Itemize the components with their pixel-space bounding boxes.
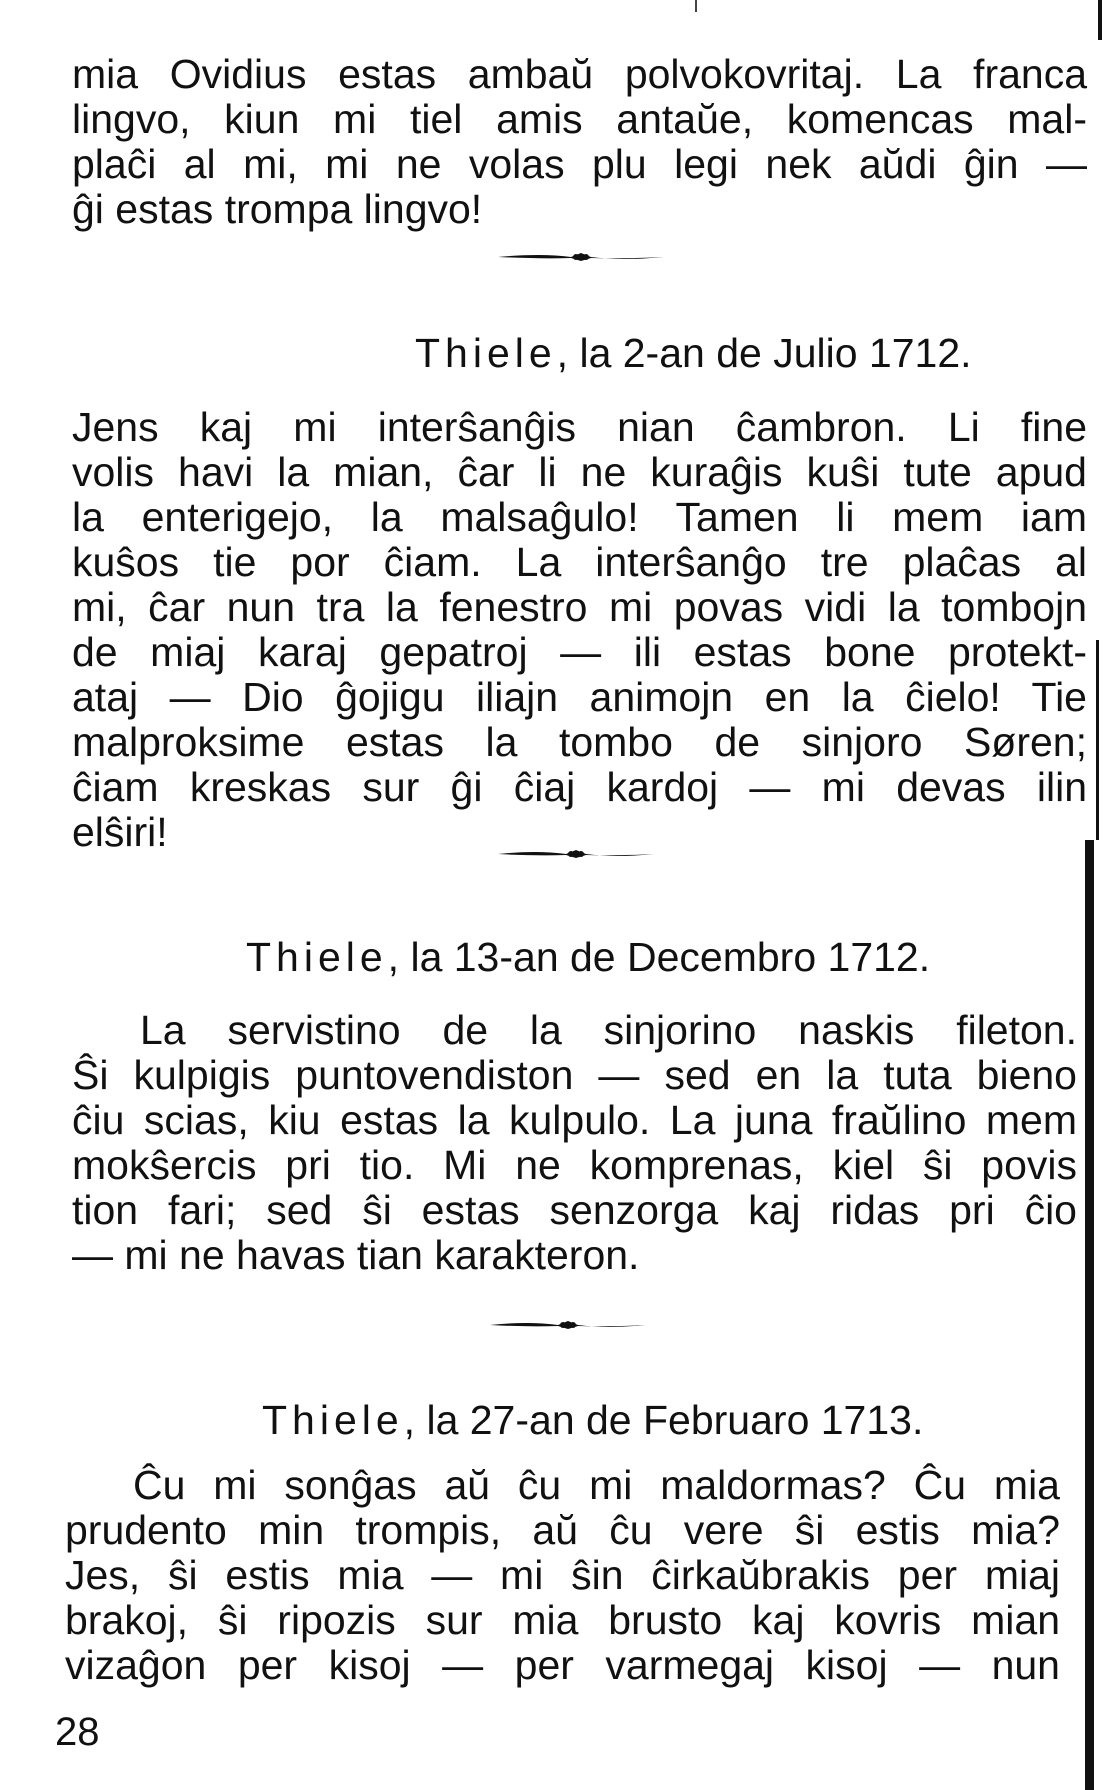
- text-line: Jens kaj mi interŝanĝis nian ĉambron. Li fine: [72, 404, 1087, 450]
- text-line: lingvo, kiun mi tiel amis antaŭe, komencas mal-: [72, 96, 1087, 142]
- text-line: tion fari; sed ŝi estas senzorga kaj ridas pri ĉio: [72, 1187, 1077, 1233]
- page-edge-mark: [1098, 0, 1102, 40]
- section-ornament: [488, 1318, 648, 1332]
- text-line: elŝiri!: [72, 809, 168, 855]
- text-line: volis havi la mian, ĉar li ne kuraĝis kuŝi tute apud: [72, 449, 1087, 495]
- text-line: — mi ne havas tian karakteron.: [72, 1232, 640, 1278]
- text-line: Ŝi kulpigis puntovendiston — sed en la tuta bieno: [72, 1052, 1077, 1098]
- paragraph-entry-july: [72, 405, 1087, 855]
- text-line: Ĉu mi sonĝas aŭ ĉu mi maldormas? Ĉu mia: [133, 1462, 1060, 1508]
- top-edge-mark: [695, 0, 697, 12]
- text-line: plaĉi al mi, mi ne volas plu legi nek aŭdi ĝin —: [72, 141, 1087, 187]
- text-line: la enterigejo, la malsaĝulo! Tamen li mem iam: [72, 494, 1087, 540]
- paragraph-opening: [72, 52, 1087, 232]
- dateline-place: Thiele: [415, 330, 557, 376]
- text-line: vizaĝon per kisoj — per varmegaj kisoj — nun: [65, 1642, 1060, 1688]
- text-line: ĉiu scias, kiu estas la kulpulo. La juna fraŭlino mem: [72, 1097, 1077, 1143]
- dateline-place: Thiele: [262, 1397, 404, 1443]
- text-line: Jes, ŝi estis mia — mi ŝin ĉirkaŭbrakis per miaj: [65, 1552, 1060, 1598]
- page-number: 28: [55, 1710, 100, 1754]
- text-line: ataj — Dio ĝojigu iliajn animojn en la ĉielo! Tie: [72, 674, 1087, 720]
- page-edge-shadow: [1085, 840, 1094, 1790]
- text-line: malproksime estas la tombo de sinjoro Søren;: [72, 719, 1087, 765]
- entry-dateline: [246, 935, 930, 980]
- text-line: brakoj, ŝi ripozis sur mia brusto kaj kovris mian: [65, 1597, 1060, 1643]
- dateline-date: , la 13-an de Decembro 1712.: [387, 934, 931, 980]
- paragraph-entry-december: [72, 1008, 1077, 1278]
- text-line: kuŝos tie por ĉiam. La interŝanĝo tre plaĉas al: [72, 539, 1087, 585]
- text-line: mia Ovidius estas ambaŭ polvokovritaj. La franca: [72, 51, 1087, 97]
- text-line: de miaj karaj gepatroj — ili estas bone protekt-: [72, 629, 1087, 675]
- text-line: La servistino de la sinjorino naskis fileton.: [140, 1007, 1077, 1053]
- text-line: prudento min trompis, aŭ ĉu vere ŝi estis mia?: [65, 1507, 1060, 1553]
- section-ornament: [496, 847, 656, 861]
- text-line: ĉiam kreskas sur ĝi ĉiaj kardoj — mi devas ilin: [72, 764, 1087, 810]
- section-ornament: [496, 250, 666, 264]
- entry-dateline: [415, 331, 972, 376]
- text-line: ĝi estas trompa lingvo!: [72, 186, 483, 232]
- text-line: mi, ĉar nun tra la fenestro mi povas vidi la tombojn: [72, 584, 1087, 630]
- entry-dateline: [262, 1398, 923, 1443]
- dateline-date: , la 27-an de Februaro 1713.: [403, 1397, 924, 1443]
- page-edge-mark: [1096, 640, 1099, 840]
- dateline-date: , la 2-an de Julio 1712.: [556, 330, 972, 376]
- text-line: mokŝercis pri tio. Mi ne komprenas, kiel ŝi povis: [72, 1142, 1077, 1188]
- paragraph-entry-february: [65, 1463, 1060, 1688]
- dateline-place: Thiele: [246, 934, 388, 980]
